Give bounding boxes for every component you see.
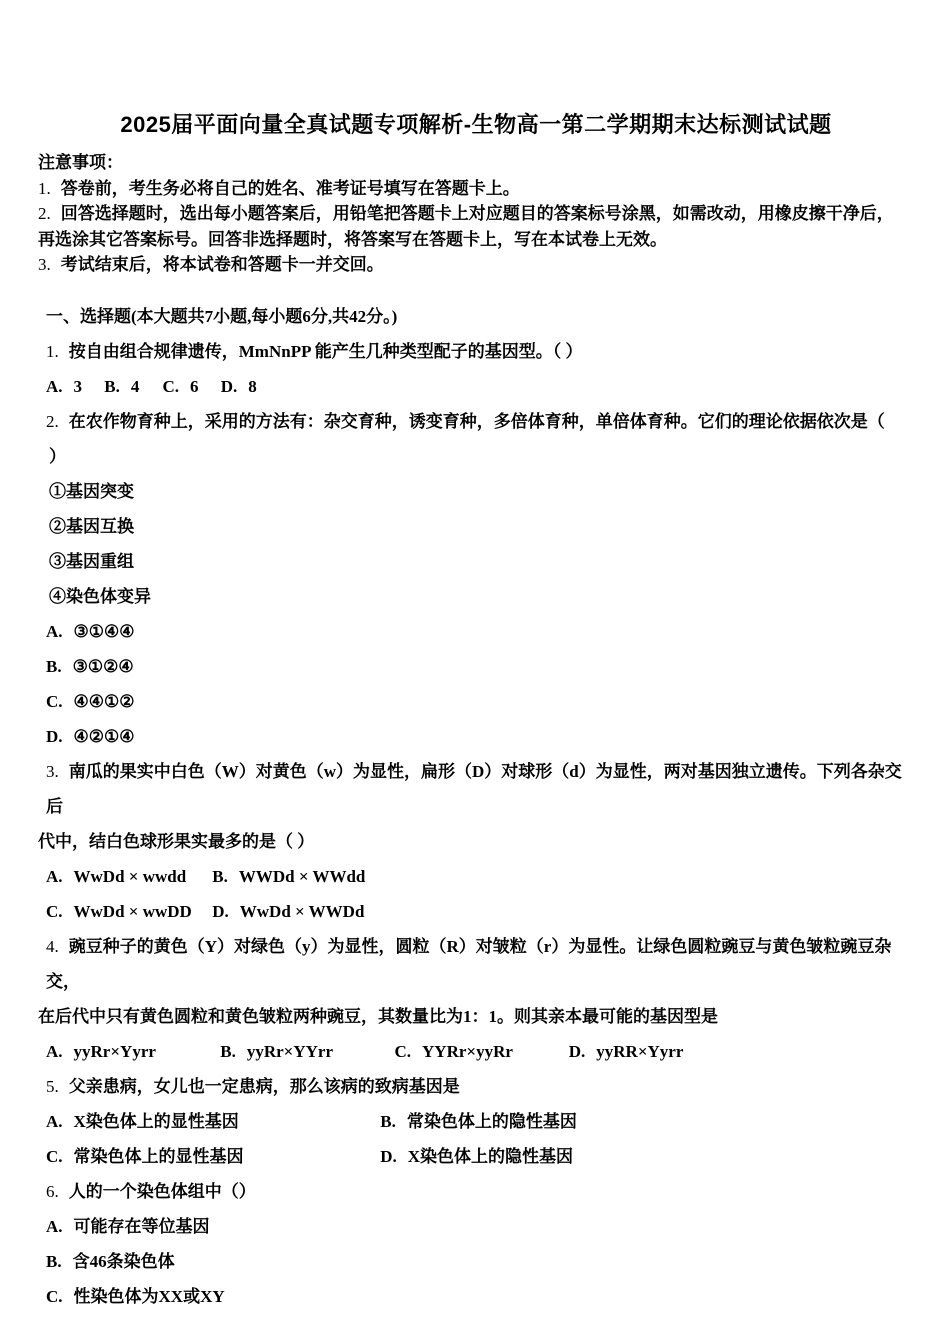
option-text: 4	[130, 376, 140, 396]
note-text: 答卷前，考生务必将自己的姓名、准考证号填写在答题卡上。	[60, 178, 520, 198]
option-label: D.	[212, 901, 229, 921]
option-text: yyRR×Yyrr	[596, 1041, 684, 1061]
option-text: YYRr×yyRr	[422, 1041, 513, 1061]
option-label: B.	[104, 376, 120, 396]
question-number: 3.	[46, 761, 59, 781]
options-row-2	[38, 1139, 914, 1174]
option-label: A.	[46, 1111, 63, 1131]
question-stem-cont: 代中，结白色球形果实最多的是（ ）	[38, 831, 315, 851]
question-stem	[38, 929, 914, 999]
note-number: 2.	[38, 204, 51, 223]
option-a	[46, 1104, 376, 1139]
question-stem	[38, 754, 914, 824]
option-text: WwDd × wwdd	[73, 866, 187, 886]
sub-item-2: ②基因互换	[49, 516, 134, 536]
question-3	[38, 754, 914, 929]
option-text: WwDd × wwDD	[73, 901, 192, 921]
question-stem-cont: 在后代中只有黄色圆粒和黄色皱粒两种豌豆，其数量比为1：1。则其亲本最可能的基因型是	[38, 1006, 718, 1026]
note-text: 回答选择题时，选出每小题答案后，用铅笔把答题卡上对应题目的答案标号涂黑，如需改动，用橡皮擦干净后，	[60, 204, 894, 223]
notes-heading: 注意事项：	[38, 153, 123, 172]
question-6	[38, 1174, 914, 1314]
question-stem	[38, 1069, 914, 1104]
option-label: A.	[46, 866, 63, 886]
option-label: C.	[394, 1041, 412, 1061]
question-number: 6.	[46, 1181, 59, 1201]
option-b	[104, 369, 158, 404]
stem-text: 人的一个染色体组中（）	[68, 1181, 256, 1201]
stem-text: 父亲患病，女儿也一定患病，那么该病的致病基因是	[68, 1076, 460, 1096]
option-text: 含46条染色体	[72, 1251, 175, 1271]
question-number: 5.	[46, 1076, 59, 1096]
question-stem	[38, 404, 914, 439]
option-label: A.	[46, 1041, 63, 1061]
note-line-3	[38, 252, 914, 278]
option-label: C.	[46, 901, 63, 921]
question-5	[38, 1069, 914, 1174]
option-text: 可能存在等位基因	[73, 1216, 210, 1236]
option-c	[46, 894, 208, 929]
option-label: B.	[220, 1041, 236, 1061]
question-1	[38, 334, 914, 404]
option-b	[38, 1244, 914, 1279]
option-text: WWDd × WWdd	[238, 866, 366, 886]
option-text: WwDd × WWDd	[239, 901, 365, 921]
option-b	[212, 859, 365, 894]
note-line-2-cont	[38, 227, 914, 253]
note-text: 考试结束后，将本试卷和答题卡一并交回。	[60, 255, 384, 274]
option-text: ④④①②	[73, 691, 135, 711]
option-d	[212, 894, 364, 929]
option-label: C.	[46, 1146, 63, 1166]
option-text: ③①④④	[73, 621, 135, 641]
exam-title: 2025届平面向量全真试题专项解析-生物高一第二学期期末达标测试试题	[120, 112, 832, 137]
option-b	[220, 1034, 390, 1069]
option-text: 常染色体上的显性基因	[73, 1146, 244, 1166]
option-label: C.	[162, 376, 180, 396]
option-label: B.	[212, 866, 228, 886]
option-a	[38, 614, 914, 649]
option-d	[221, 369, 257, 404]
option-b	[380, 1104, 577, 1139]
option-label: D.	[568, 1041, 586, 1061]
option-label: A.	[46, 376, 63, 396]
question-options	[38, 369, 914, 404]
option-text: yyRr×YYrr	[246, 1041, 333, 1061]
stem-text: 在农作物育种上，采用的方法有：杂交育种，诱变育种，多倍体育种，单倍体育种。它们的理论依据依次是（	[68, 411, 885, 431]
option-a	[38, 1209, 914, 1244]
notes-section	[38, 150, 914, 278]
option-text: X染色体上的显性基因	[73, 1111, 239, 1131]
option-c	[38, 1279, 914, 1314]
option-text: 常染色体上的隐性基因	[406, 1111, 577, 1131]
note-text: 再选涂其它答案标号。回答非选择题时，将答案写在答题卡上，写在本试卷上无效。	[38, 229, 667, 249]
option-text: 6	[190, 376, 199, 396]
option-label: C.	[46, 691, 63, 711]
option-d	[380, 1139, 573, 1174]
stem-text: 豌豆种子的黄色（Y）对绿色（y）为显性，圆粒（R）对皱粒（r）为显性。让绿色圆粒豌豆与黄色皱粒豌豆杂交，	[46, 936, 892, 991]
option-label: D.	[380, 1146, 397, 1166]
option-c	[163, 369, 217, 404]
question-number: 2.	[46, 411, 59, 431]
note-line-2	[38, 201, 914, 227]
option-label: D.	[220, 376, 238, 396]
question-options	[38, 1034, 914, 1069]
sub-item-1: ①基因突变	[49, 481, 134, 501]
note-number: 1.	[38, 178, 51, 198]
option-b	[38, 649, 914, 684]
question-stem	[38, 334, 914, 369]
question-number: 1.	[46, 341, 59, 361]
option-c	[38, 684, 914, 719]
option-label: B.	[46, 1251, 62, 1271]
sub-item-3: ③基因重组	[49, 551, 134, 571]
option-a	[46, 859, 208, 894]
question-4	[38, 929, 914, 1069]
stem-text: 按自由组合规律遗传，MmNnPP 能产生几种类型配子的基因型。（ ）	[68, 341, 583, 361]
option-c	[395, 1034, 565, 1069]
note-number: 3.	[38, 255, 51, 274]
question-2	[38, 404, 914, 754]
option-text: 8	[248, 376, 257, 396]
option-label: A.	[46, 621, 63, 641]
options-row-1	[38, 1104, 914, 1139]
options-row-2	[38, 894, 914, 929]
option-a	[46, 1034, 216, 1069]
option-d	[38, 719, 914, 754]
question-stem-cont: ）	[49, 446, 66, 466]
option-text: 3	[73, 376, 83, 396]
sub-item-4: ④染色体变异	[49, 586, 151, 606]
option-text: 性染色体为XX或XY	[73, 1286, 225, 1306]
option-label: D.	[46, 726, 63, 746]
option-text: ④②①④	[73, 726, 135, 746]
option-label: C.	[46, 1286, 63, 1306]
section-heading: 一、选择题(本大题共7小题,每小题6分,共42分。)	[46, 306, 398, 326]
option-text: X染色体上的隐性基因	[407, 1146, 574, 1166]
note-line-1	[38, 176, 914, 202]
options-row-1	[38, 859, 914, 894]
option-a	[46, 369, 100, 404]
option-text: yyRr×Yyrr	[73, 1041, 156, 1061]
option-text: ③①②④	[72, 656, 134, 676]
question-number: 4.	[46, 936, 59, 956]
option-label: B.	[380, 1111, 396, 1131]
question-stem	[38, 1174, 914, 1209]
stem-text: 南瓜的果实中白色（W）对黄色（w）为显性，扁形（D）对球形（d）为显性，两对基因独立遗传。下列各杂交后	[46, 761, 902, 816]
option-label: B.	[46, 656, 62, 676]
option-label: A.	[46, 1216, 63, 1236]
option-c	[46, 1139, 376, 1174]
option-d	[569, 1034, 684, 1069]
